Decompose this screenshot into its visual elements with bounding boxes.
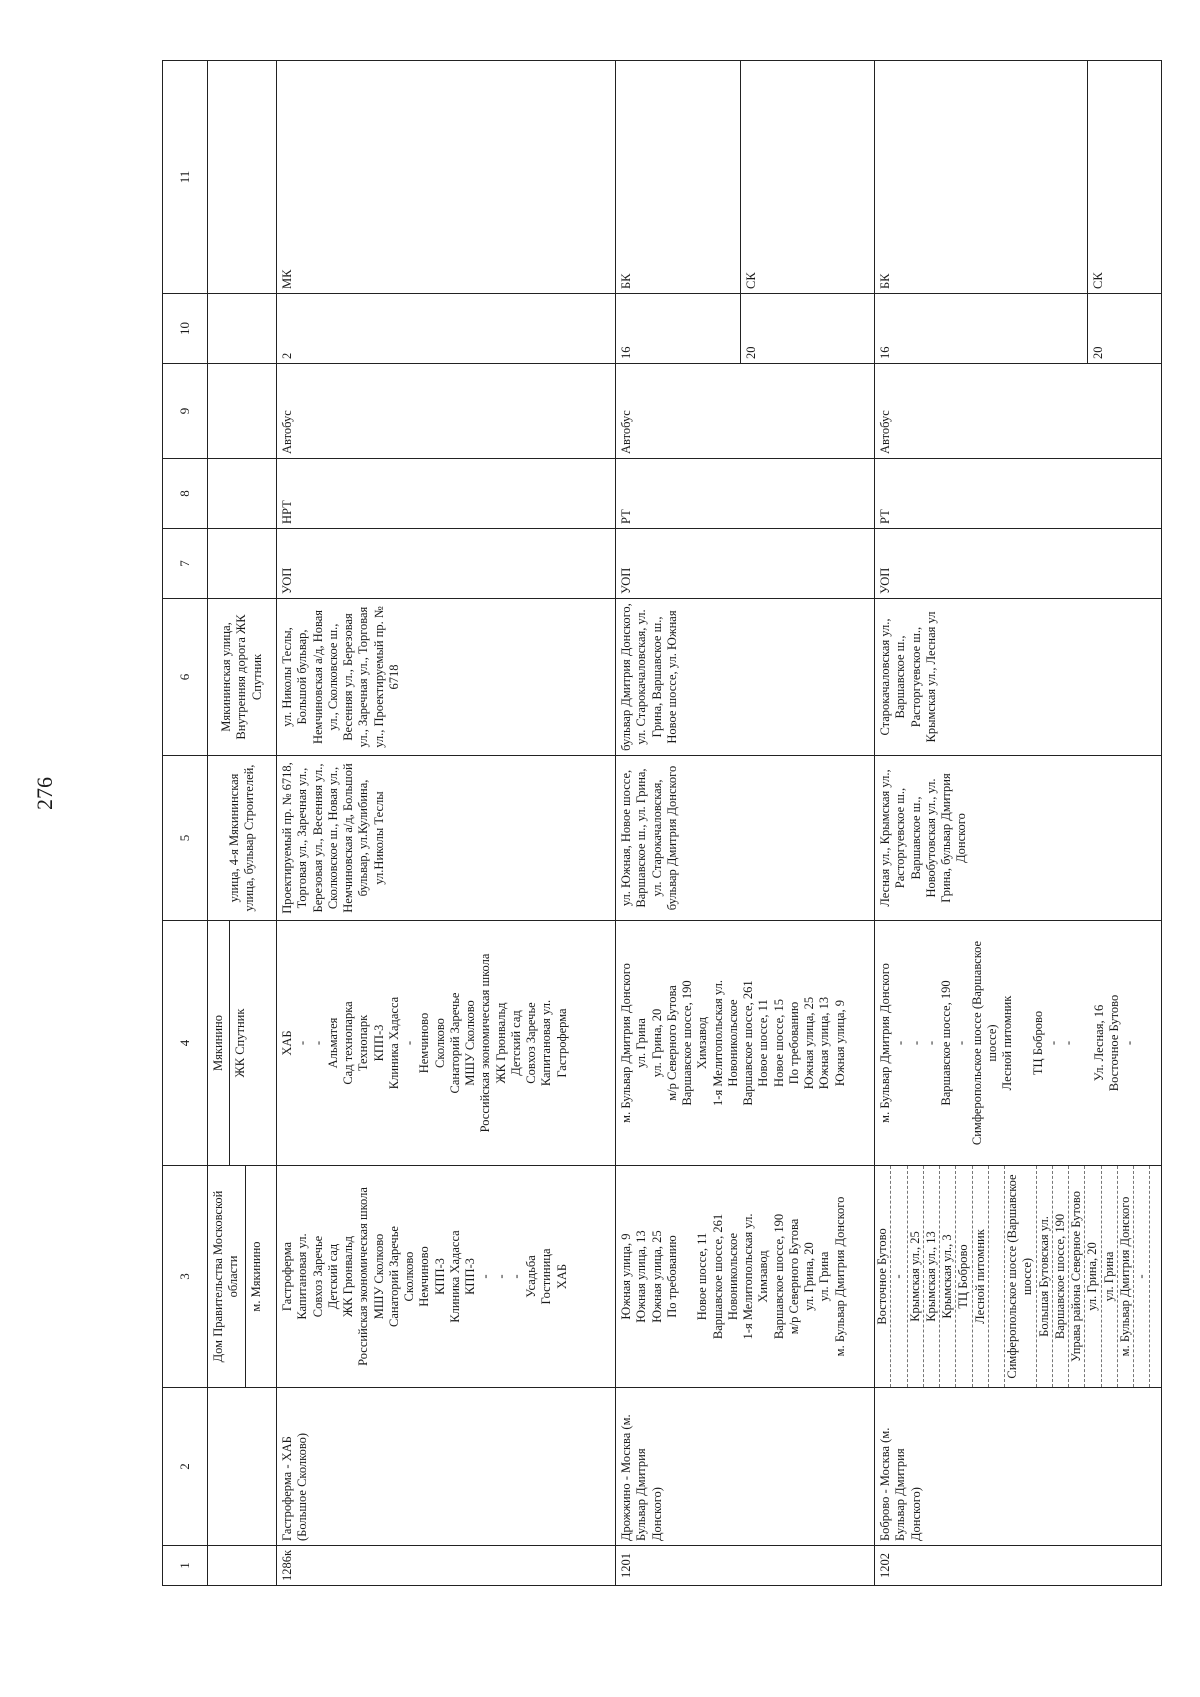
- tariff-type: РТ: [616, 459, 875, 529]
- stop: Южная улица, 13: [817, 996, 832, 1090]
- stop: Клиника Хадасса: [386, 996, 401, 1090]
- stop: -: [1122, 1040, 1136, 1046]
- cont-streets-backward: Мякининская улица, Внутренняя дорога ЖК Спутник: [208, 599, 277, 756]
- stop: Лесной питомник: [1000, 995, 1014, 1091]
- stop: -: [295, 1040, 310, 1046]
- vehicle-count-2: 20: [1087, 294, 1161, 363]
- stop: Усадьба: [524, 1255, 538, 1298]
- stop: Южная улица, 9: [619, 1233, 633, 1320]
- route-name: Дрожжино - Москва (м. Бульвар Дмитрия Донского): [616, 1388, 875, 1546]
- stop: Восточное Бутово: [1106, 994, 1121, 1092]
- cont-stop-forward-2: м. Мякинино: [245, 1166, 277, 1387]
- route-row-1201: [616, 61, 875, 1586]
- stop: м/р Северного Бутова: [664, 985, 679, 1101]
- stop: -: [402, 1040, 416, 1046]
- vehicle-type: Автобус: [616, 364, 875, 459]
- streets-forward: ул. Южная, Новое шоссе, Варшавское ш., ул. Грина, ул. Старокачаловская, бульвар Дмитрия Донского: [616, 756, 875, 921]
- vehicle-class-2: СК: [740, 61, 874, 293]
- streets-backward: Старокачаловская ул., Варшавское ш., Расторгуевское ш., Крымская ул., Лесная ул: [875, 599, 1162, 756]
- stop: Новое шоссе, 11: [756, 999, 771, 1087]
- stop: По требованию: [786, 1001, 801, 1085]
- vehicle-class: БК: [619, 273, 633, 289]
- stop: Новоникольское: [725, 999, 740, 1087]
- vehicle-class: МК: [277, 61, 616, 294]
- stop: Российская экономическая школа: [356, 1187, 371, 1366]
- streets-forward: Лесная ул., Крымская ул., Расторгуевское ш., Варшавское ш., Новобутовская ул., ул. Грина, бульвар Дмитрия Донского: [875, 756, 1162, 921]
- stops-forward: [277, 1166, 616, 1388]
- vehicle-count-2: 20: [740, 294, 874, 363]
- stop: 1-я Мелитопольская ул.: [741, 1213, 755, 1340]
- cont-stop-backward-2: ЖК Спутник: [229, 921, 276, 1165]
- stop: -: [891, 1166, 907, 1387]
- route-number: 1201: [616, 1546, 875, 1586]
- route-table: [162, 60, 1162, 1586]
- stop: Варшавское шоссе, 261: [741, 980, 755, 1106]
- stop: Немчиново: [417, 1246, 432, 1307]
- stop: Технопарк: [356, 1014, 371, 1072]
- page-number: 276: [32, 777, 57, 810]
- stop-usage: УОП: [277, 529, 616, 599]
- stop: Детский сад: [325, 1243, 340, 1310]
- stop: Совхоз Заречье: [524, 1002, 538, 1084]
- stop: По требованию: [664, 1235, 679, 1318]
- route-row-1286k: [277, 61, 616, 1586]
- stop: Сад технопарка: [341, 1001, 355, 1085]
- cont-stop-backward: Мякинино: [211, 1015, 225, 1071]
- stop: ул. Грина: [1102, 1166, 1118, 1387]
- streets-backward: бульвар Дмитрия Донского, ул. Старокачаловская, ул. Грина, Варшавское ш., Новое шоссе, ул. Южная: [616, 599, 875, 756]
- vehicle-class: БК: [878, 273, 892, 289]
- stop: -: [908, 1040, 923, 1046]
- tariff-type: НРТ: [277, 459, 616, 529]
- stop: -: [923, 1040, 938, 1046]
- stop: Большая Бутовская ул.: [1037, 1166, 1053, 1387]
- column-number-row: [163, 61, 208, 1586]
- vehicle-type: Автобус: [277, 364, 616, 459]
- stop: Гастроферма: [280, 1241, 294, 1312]
- stop: Химзавод: [695, 1016, 710, 1070]
- stop: 1-я Мелитопольская ул.: [710, 980, 725, 1106]
- stop: ул. Грина: [817, 1251, 832, 1302]
- stop: ТЦ Боброво: [1030, 1010, 1045, 1076]
- stop: -: [493, 1274, 508, 1279]
- stop: ул. Грина, 20: [649, 1008, 664, 1078]
- stop: ул. Грина, 20: [1085, 1166, 1101, 1387]
- stop: ЖК Грюнвальд: [341, 1235, 355, 1318]
- stop: Санаторий Заречье: [386, 1226, 401, 1327]
- stop: [989, 1166, 1005, 1387]
- stop: ХАБ: [280, 1030, 294, 1056]
- stop: м. Бульвар Дмитрия Донского: [832, 1196, 847, 1357]
- stop: Альматея: [325, 1017, 340, 1069]
- stop: Варшавское шоссе, 190: [680, 980, 694, 1106]
- stop: [680, 1170, 695, 1383]
- stop: -: [478, 1274, 493, 1279]
- col-num-7: 7: [163, 529, 208, 599]
- stop: Новое шоссе, 15: [771, 999, 786, 1087]
- stop: -: [1045, 1040, 1060, 1046]
- stop: МШУ Сколково: [463, 1000, 477, 1086]
- stops-backward: [616, 921, 875, 1166]
- cont-stop-forward: Дом Правительства Московской области: [211, 1190, 241, 1363]
- stop: Химзавод: [756, 1250, 771, 1303]
- stop: ТЦ Боброво: [956, 1166, 972, 1387]
- stop: КПП-3: [371, 1024, 386, 1062]
- stop: Крымская ул., 13: [924, 1166, 940, 1387]
- stop: Гостиница: [539, 1248, 554, 1305]
- stop: Варшавское шоссе, 261: [710, 1213, 725, 1340]
- vehicle-class-2: СК: [1087, 61, 1161, 293]
- stops-backward: [875, 921, 1162, 1166]
- route-number: 1286к: [277, 1546, 616, 1586]
- stop: Крымская ул., 3: [940, 1166, 956, 1387]
- col-num-5: 5: [163, 756, 208, 921]
- stop: Варшавское шоссе, 190: [771, 1213, 786, 1340]
- continuation-row: [208, 61, 277, 1586]
- stop: Лесной питомник: [973, 1166, 989, 1387]
- stop: Симферопольское шоссе (Варшавское шоссе): [969, 940, 999, 1146]
- col-num-9: 9: [163, 364, 208, 459]
- route-name: Боброво - Москва (м. Бульвар Дмитрия Донского): [875, 1388, 1162, 1546]
- stop: Южная улица, 25: [802, 996, 816, 1090]
- stop: Российская экономическая школа: [478, 953, 493, 1133]
- stop: -: [508, 1274, 523, 1279]
- route-row-1202: [875, 61, 1162, 1586]
- stop: Варшавское шоссе, 190: [1053, 1166, 1069, 1387]
- stop: -: [1061, 1040, 1075, 1046]
- stop: МШУ Сколково: [371, 1233, 386, 1320]
- stop: Ул. Лесная, 16: [1091, 1004, 1106, 1082]
- stop: Гастроферма: [554, 1008, 569, 1078]
- vehicle-count: 16: [619, 346, 633, 359]
- stop-usage: УОП: [616, 529, 875, 599]
- stop: КПП-3: [463, 1258, 477, 1295]
- stop: -: [893, 1040, 908, 1046]
- stop: Новое шоссе, 11: [695, 1232, 710, 1321]
- stop: -: [954, 1040, 969, 1046]
- stop: [1015, 925, 1030, 1161]
- col-num-11: 11: [163, 61, 208, 294]
- stop: КПП-3: [432, 1258, 447, 1295]
- stop: м. Бульвар Дмитрия Донского: [1118, 1166, 1134, 1387]
- stop: Управа района Северное Бутово: [1069, 1166, 1085, 1387]
- col-num-8: 8: [163, 459, 208, 529]
- stop: Капитановая ул.: [295, 1233, 310, 1320]
- stop: Южная улица, 25: [649, 1230, 664, 1323]
- stop: Крымская ул., 25: [908, 1166, 924, 1387]
- stop: Новоникольское: [725, 1232, 740, 1321]
- stop: ЖК Грюнвальд: [493, 1002, 508, 1084]
- stop: Южная улица, 9: [832, 999, 847, 1087]
- stop: -: [1134, 1166, 1150, 1387]
- stop: ул. Грина: [634, 1018, 649, 1068]
- stop: -: [310, 1040, 325, 1046]
- stop: Совхоз Заречье: [310, 1235, 325, 1318]
- stop: м/р Северного Бутова: [786, 1218, 801, 1335]
- streets-forward: Проектируемый пр. № 6718, Торговая ул., Заречная ул., Березовая ул., Весенняя ул., Сколковское ш., Новая ул., Немчиновская а/д, Большой бульвар, ул.Кулибина, ул.Николы Теслы: [277, 756, 616, 921]
- stops-forward: [875, 1166, 1162, 1388]
- route-number: 1202: [875, 1546, 1162, 1586]
- col-num-6: 6: [163, 599, 208, 756]
- vehicle-count: 2: [277, 294, 616, 364]
- col-num-4: 4: [163, 921, 208, 1166]
- stop: [1076, 925, 1091, 1161]
- route-name: Гастроферма - ХАБ (Большое Сколково): [277, 1388, 616, 1546]
- stop: Капитановая ул.: [539, 999, 554, 1087]
- col-num-3: 3: [163, 1166, 208, 1388]
- stop: Южная улица, 13: [634, 1230, 649, 1323]
- stop: Клиника Хадасса: [447, 1230, 462, 1323]
- stop: Детский сад: [508, 1010, 523, 1076]
- stop: Восточное Бутово: [875, 1166, 891, 1387]
- stop: м. Бульвар Дмитрия Донского: [619, 963, 633, 1123]
- stop: Сколково: [402, 1251, 416, 1302]
- col-num-10: 10: [163, 294, 208, 364]
- cont-streets-forward: улица, 4-я Мякининская улица, бульвар Строителей,: [208, 756, 277, 921]
- vehicle-type: Автобус: [875, 364, 1162, 459]
- vehicle-count: 16: [878, 346, 892, 359]
- stop: Варшавское шоссе, 190: [939, 980, 953, 1106]
- stop: Симферопольское шоссе (Варшавское шоссе): [1005, 1166, 1037, 1387]
- stop: ул. Грина, 20: [802, 1242, 816, 1311]
- stops-forward: [616, 1166, 875, 1388]
- tariff-type: РТ: [875, 459, 1162, 529]
- stop: м. Бульвар Дмитрия Донского: [878, 963, 892, 1123]
- streets-backward: ул. Николы Теслы, Большой бульвар, Немчиновская а/д, Новая ул., Сколковское ш., Весенняя ул., Березовая ул., Заречная ул., Торговая ул., Проектируемый пр. № 6718: [277, 599, 616, 756]
- route-table-rotated: [162, 111, 1148, 1586]
- stop-usage: УОП: [875, 529, 1162, 599]
- col-num-1: 1: [163, 1546, 208, 1586]
- stops-backward: [277, 921, 616, 1166]
- stop: ХАБ: [554, 1263, 569, 1290]
- stop: Санаторий Заречье: [447, 992, 462, 1094]
- col-num-2: 2: [163, 1388, 208, 1546]
- stop: Сколково: [432, 1018, 447, 1068]
- stop: Немчиново: [417, 1012, 432, 1074]
